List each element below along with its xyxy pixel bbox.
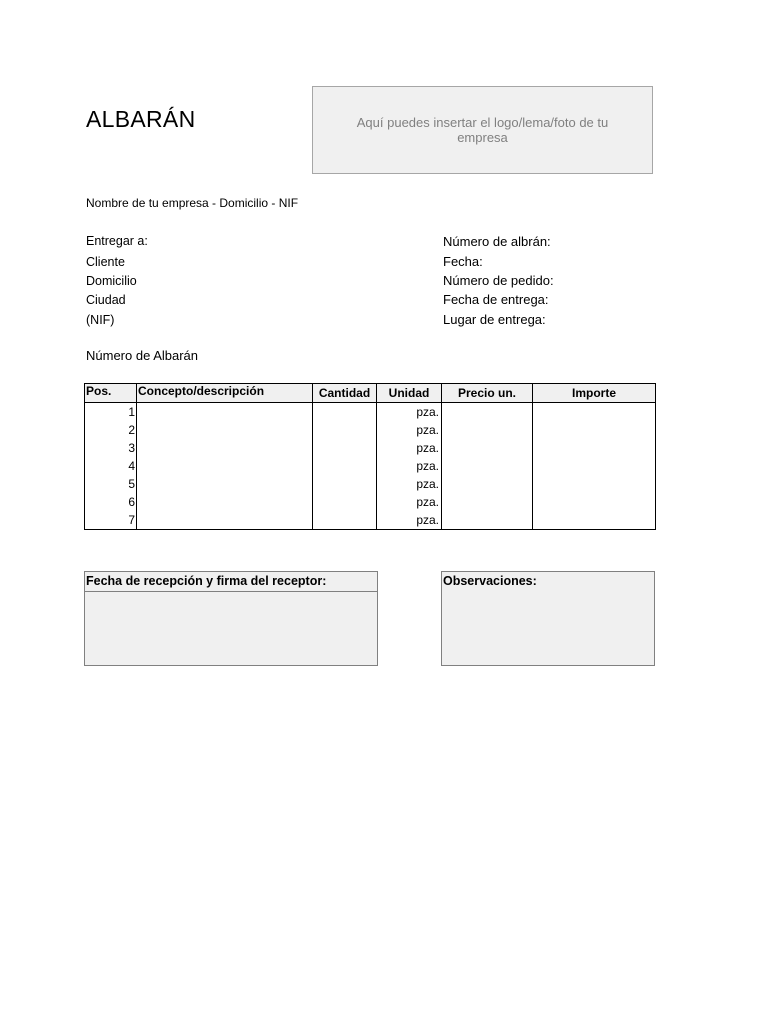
row-unit: pza. — [377, 475, 442, 493]
city-label: Ciudad — [86, 293, 126, 307]
table-row — [85, 511, 656, 530]
row-pos: 3 — [85, 439, 137, 457]
row-pos: 7 — [85, 511, 137, 530]
row-amount-cell[interactable] — [533, 493, 656, 511]
logo-placeholder-text: Aquí puedes insertar el logo/lema/foto de tu empresa — [356, 115, 609, 145]
row-pos: 6 — [85, 493, 137, 511]
row-quantity-cell[interactable] — [313, 421, 377, 439]
signature-box — [84, 571, 378, 666]
row-concept-cell[interactable] — [137, 475, 313, 493]
table-row — [85, 493, 656, 511]
col-header-quantity: Cantidad — [313, 384, 377, 403]
client-label: Cliente — [86, 255, 125, 269]
signature-box-label: Fecha de recepción y firma del receptor: — [85, 572, 377, 592]
row-amount-cell[interactable] — [533, 511, 656, 530]
row-pos: 1 — [85, 403, 137, 422]
row-unit: pza. — [377, 403, 442, 422]
observations-label: Observaciones: — [443, 574, 537, 588]
row-price-cell[interactable] — [442, 421, 533, 439]
nif-label: (NIF) — [86, 313, 115, 327]
row-unit: pza. — [377, 457, 442, 475]
row-unit: pza. — [377, 439, 442, 457]
row-concept-cell[interactable] — [137, 493, 313, 511]
delivery-place-label: Lugar de entrega: — [443, 312, 546, 327]
row-amount-cell[interactable] — [533, 439, 656, 457]
row-concept-cell[interactable] — [137, 403, 313, 422]
items-table — [84, 383, 656, 530]
row-amount-cell[interactable] — [533, 421, 656, 439]
table-row — [85, 421, 656, 439]
document-title: ALBARÁN — [86, 106, 196, 132]
row-quantity-cell[interactable] — [313, 403, 377, 422]
row-unit: pza. — [377, 511, 442, 530]
table-row — [85, 457, 656, 475]
row-price-cell[interactable] — [442, 475, 533, 493]
company-line: Nombre de tu empresa - Domicilio - NIF — [86, 196, 299, 210]
logo-placeholder[interactable] — [312, 86, 653, 174]
observations-box[interactable] — [441, 571, 655, 666]
row-quantity-cell[interactable] — [313, 475, 377, 493]
row-quantity-cell[interactable] — [313, 511, 377, 530]
col-header-amount: Importe — [533, 384, 656, 403]
section-title: Número de Albarán — [86, 348, 199, 363]
date-label: Fecha: — [443, 254, 483, 269]
address-label: Domicilio — [86, 274, 137, 288]
row-unit: pza. — [377, 421, 442, 439]
col-header-unit: Unidad — [377, 384, 442, 403]
table-row — [85, 403, 656, 422]
row-concept-cell[interactable] — [137, 421, 313, 439]
row-pos: 5 — [85, 475, 137, 493]
table-row — [85, 439, 656, 457]
row-price-cell[interactable] — [442, 439, 533, 457]
row-unit: pza. — [377, 493, 442, 511]
row-price-cell[interactable] — [442, 493, 533, 511]
col-header-pos: Pos. — [85, 384, 137, 403]
row-amount-cell[interactable] — [533, 403, 656, 422]
deliver-to-heading: Entregar a: — [86, 234, 148, 248]
row-price-cell[interactable] — [442, 457, 533, 475]
signature-area[interactable] — [85, 592, 377, 665]
table-row — [85, 475, 656, 493]
row-concept-cell[interactable] — [137, 439, 313, 457]
col-header-unit-price: Precio un. — [442, 384, 533, 403]
row-quantity-cell[interactable] — [313, 493, 377, 511]
row-price-cell[interactable] — [442, 511, 533, 530]
row-quantity-cell[interactable] — [313, 439, 377, 457]
row-amount-cell[interactable] — [533, 475, 656, 493]
col-header-concept: Concepto/descripción — [137, 384, 313, 403]
delivery-note-number-label: Número de albrán: — [443, 234, 551, 249]
row-quantity-cell[interactable] — [313, 457, 377, 475]
row-pos: 4 — [85, 457, 137, 475]
order-number-label: Número de pedido: — [443, 273, 554, 288]
row-amount-cell[interactable] — [533, 457, 656, 475]
row-concept-cell[interactable] — [137, 511, 313, 530]
row-concept-cell[interactable] — [137, 457, 313, 475]
delivery-date-label: Fecha de entrega: — [443, 292, 549, 307]
row-pos: 2 — [85, 421, 137, 439]
table-header-row — [85, 384, 656, 403]
row-price-cell[interactable] — [442, 403, 533, 422]
